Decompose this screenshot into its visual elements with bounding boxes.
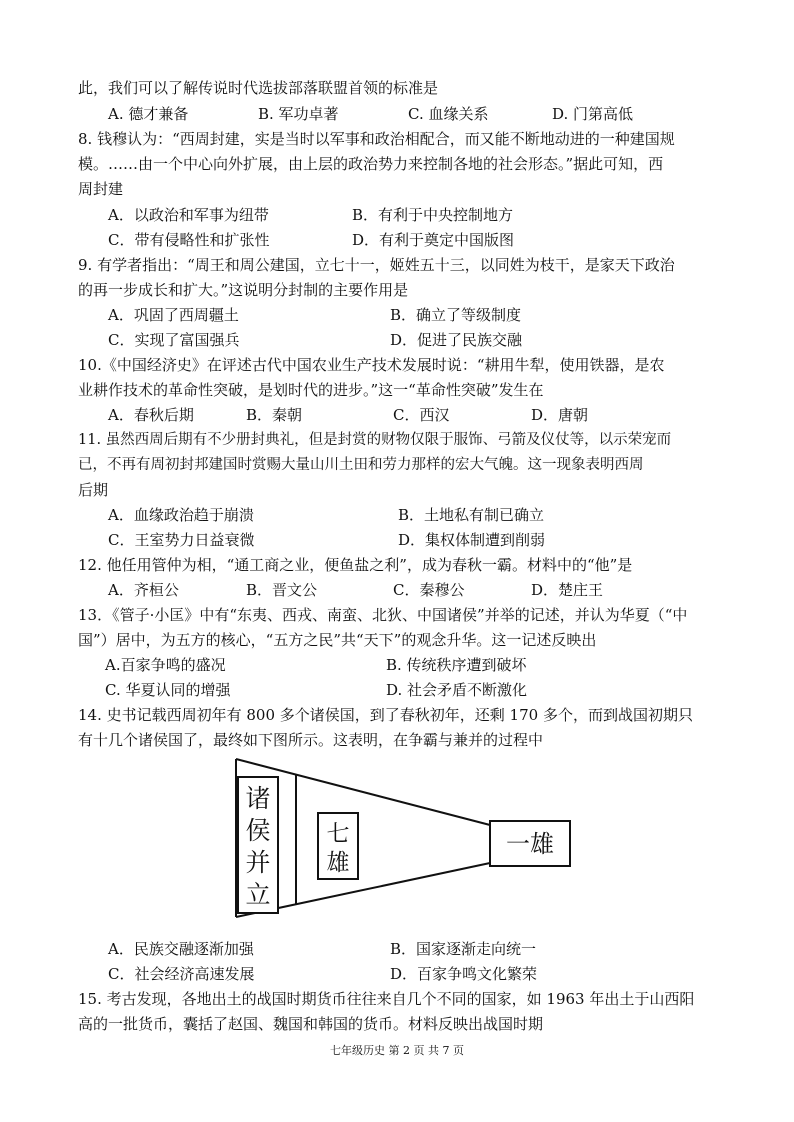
q10-line-1: 10.《中国经济史》在评述古代中国农业生产技术发展时说：“耕用牛犁，使用铁器，是农 (78, 356, 665, 374)
q7-option-d: D. 门第高低 (552, 105, 634, 123)
q8-option-b: B．有利于中央控制地方 (352, 206, 514, 224)
q8-option-c: C．带有侵略性和扩张性 (108, 231, 270, 249)
q13-option-b: B. 传统秩序遭到破坏 (386, 656, 527, 674)
box-one-power-label: 一雄 (506, 830, 554, 858)
q9-line-2: 的再一步成长和扩大。”这说明分封制的主要作用是 (78, 281, 409, 299)
box-many-states-char-2: 侯 (245, 816, 271, 845)
q15-line-1: 15. 考古发现，各地出土的战国时期货币往往来自几个不同的国家，如 1963 年出土于山西阳 (78, 990, 695, 1008)
q9-option-d: D．促进了民族交融 (390, 331, 523, 349)
q12-option-b: B．晋文公 (246, 581, 318, 599)
q11-line-1: 11. 虽然西周后期有不少册封典礼，但是封赏的财物仅限于服饰、弓箭及仪仗等，以示荣宠而 (78, 432, 672, 448)
q14-option-a: A．民族交融逐渐加强 (108, 940, 254, 958)
q8-option-d: D．有利于奠定中国版图 (352, 231, 515, 249)
q7-stem-tail: 此，我们可以了解传说时代选拔部落联盟首领的标准是 (78, 79, 439, 97)
box-many-states-char-3: 并 (245, 848, 271, 877)
q13-option-a: A.百家争鸣的盛况 (105, 656, 226, 674)
q7-option-b: B. 军功卓著 (258, 105, 339, 123)
q12-line-1: 12. 他任用管仲为相，“通工商之业，便鱼盐之利”，成为春秋一霸。材料中的“他”是 (78, 556, 633, 574)
q12-option-d: D．楚庄王 (531, 581, 604, 599)
box-seven-powers-char-2: 雄 (326, 850, 350, 876)
q7-option-c: C. 血缘关系 (408, 105, 489, 123)
q8-line-2: 模。……由一个中心向外扩展，由上层的政治势力来控制各地的社会形态。”据此可知，西 (78, 155, 664, 173)
q10-line-2: 业耕作技术的革命性突破，是划时代的进步。”这一“革命性突破”发生在 (78, 381, 544, 399)
q13-line-1: 13．《管子·小匡》中有“东夷、西戎、南蛮、北狄、中国诸侯”并举的记述，并认为华夏（“中 (78, 606, 688, 624)
box-seven-powers-char-1: 七 (326, 821, 350, 847)
q13-line-2: 国”）居中，为五方的核心，“五方之民”共“天下”的观念升华。这一记述反映出 (78, 631, 597, 649)
q12-option-c: C．秦穆公 (393, 581, 465, 599)
q9-option-c: C．实现了富国强兵 (108, 331, 240, 349)
annexation-funnel-diagram (234, 757, 574, 927)
q11-option-a: A．血缘政治趋于崩溃 (108, 506, 254, 524)
box-many-states-char-4: 立 (245, 880, 271, 909)
q14-option-c: C．社会经济高速发展 (108, 965, 255, 983)
q11-option-b: B．土地私有制已确立 (398, 506, 545, 524)
q15-line-2: 高的一批货币，囊括了赵国、魏国和韩国的货币。材料反映出战国时期 (78, 1015, 544, 1033)
q14-line-1: 14. 史书记载西周初年有 800 多个诸侯国，到了春秋初年，还剩 170 多个，而到战国初期只 (78, 706, 693, 724)
q11-line-3: 后期 (78, 481, 109, 499)
q14-line-2: 有十几个诸侯国了，最终如下图所示。这表明，在争霸与兼并的过程中 (78, 731, 544, 749)
q11-option-d: D．集权体制遭到削弱 (398, 531, 546, 549)
box-many-states-char-1: 诸 (245, 784, 271, 813)
q8-option-a: A．以政治和军事为纽带 (108, 206, 269, 224)
q12-option-a: A．齐桓公 (108, 581, 179, 599)
q11-option-c: C．王室势力日益衰微 (108, 531, 255, 549)
q10-option-a: A．春秋后期 (108, 406, 194, 424)
page-footer: 七年级历史 第 2 页 共 7 页 (330, 1044, 464, 1057)
q9-option-b: B．确立了等级制度 (390, 306, 522, 324)
q8-line-3: 周封建 (78, 180, 124, 198)
q13-option-c: C. 华夏认同的增强 (105, 681, 231, 699)
q14-option-b: B．国家逐渐走向统一 (390, 940, 537, 958)
q10-option-b: B．秦朝 (246, 406, 303, 424)
q10-option-d: D．唐朝 (531, 406, 589, 424)
q7-option-a: A. 德才兼备 (108, 105, 189, 123)
q13-option-d: D. 社会矛盾不断激化 (386, 681, 528, 699)
q10-option-c: C．西汉 (393, 406, 450, 424)
q14-option-d: D．百家争鸣文化繁荣 (390, 965, 538, 983)
q11-line-2: 已，不再有周初封邦建国时赏赐大量山川土田和劳力那样的宏大气魄。这一现象表明西周 (78, 457, 644, 473)
q9-line-1: 9. 有学者指出：“周王和周公建国，立七十一，姬姓五十三，以同姓为枝干，是家天下政治 (78, 256, 675, 274)
q8-line-1: 8. 钱穆认为：“西周封建，实是当时以军事和政治相配合，而又能不断地动进的一种建国规 (78, 130, 675, 148)
q9-option-a: A．巩固了西周疆土 (108, 306, 239, 324)
